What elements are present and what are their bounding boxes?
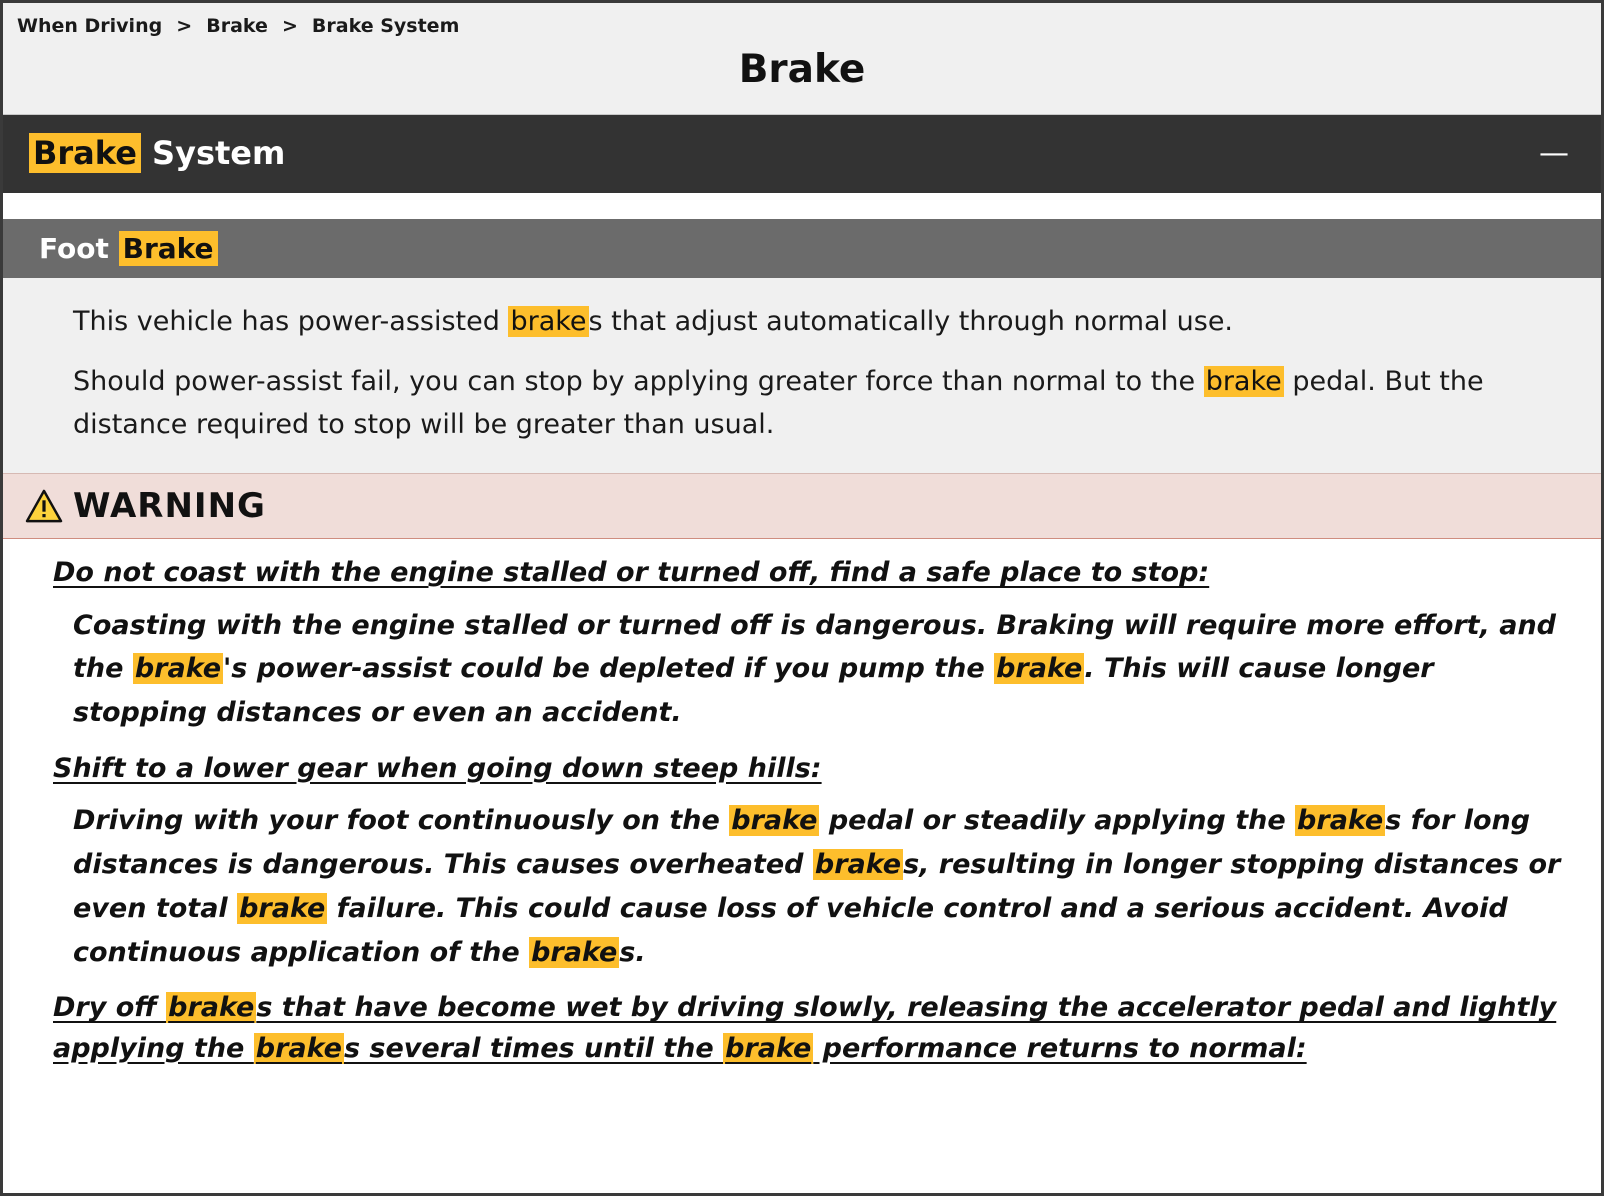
warning-heading-1: Do not coast with the engine stalled or turned off, find a safe place to stop:	[53, 557, 1210, 589]
wp2-part-2: pedal or steadily applying the	[819, 805, 1296, 837]
breadcrumb-item-1[interactable]: When Driving	[17, 15, 163, 37]
wp2-part-3: s for long distances is dangerous. This causes overheated	[73, 805, 1531, 881]
wp2-highlight-4: brake	[239, 892, 326, 924]
warning-heading-2: Shift to a lower gear when going down steep hills:	[53, 752, 822, 784]
wp1-part-1: Coasting with the engine stalled or turned off is dangerous. Braking will require more effort, and the	[73, 609, 1557, 685]
wp2-highlight-2: brake	[1297, 805, 1384, 837]
wh3-part-3: s several times until the	[343, 1032, 724, 1064]
wp2-part-6: s.	[619, 936, 646, 968]
warning-paragraph-2	[53, 799, 1573, 974]
wh3-part-1: Dry off	[53, 992, 167, 1024]
collapse-icon[interactable]: —	[1539, 136, 1569, 171]
warning-banner	[3, 473, 1601, 539]
breadcrumb	[3, 3, 1601, 39]
wp2-part-1: Driving with your foot continuously on the	[73, 805, 730, 837]
subsection-title-highlight: Brake	[119, 231, 218, 266]
wp1-part-3: . This will cause longer stopping distances or even an accident.	[73, 653, 1434, 729]
wp1-highlight-1: brake	[134, 653, 222, 685]
subsection-title-pre: Foot	[39, 232, 119, 265]
p2-part-1: Should power-assist fail, you can stop by applying greater force than normal to the	[73, 365, 1204, 397]
section-title-highlight: Brake	[29, 133, 141, 173]
wp1-highlight-2: brake	[996, 653, 1083, 685]
breadcrumb-separator: >	[176, 15, 193, 37]
p1-part-2: s that adjust automatically through normal use.	[588, 306, 1234, 337]
wp2-part-5: failure. This could cause loss of vehicle control and a serious accident. Avoid continuous application of the	[73, 892, 1508, 968]
wp2-highlight-3: brake	[814, 849, 902, 881]
p2-highlight-1: brake	[1205, 365, 1282, 397]
section-title-rest: System	[140, 134, 286, 173]
wp1-part-2: 's power-assist could be depleted if you pump the	[223, 653, 995, 685]
body-content	[3, 278, 1601, 473]
p1-highlight-1: brake	[510, 306, 587, 337]
wh3-part-2: s that have become wet by driving slowly, releasing the accelerator pedal and lightly applying the	[53, 992, 1557, 1064]
page-title: Brake	[738, 47, 866, 92]
breadcrumb-separator: >	[281, 15, 298, 37]
section-header-title	[29, 136, 285, 171]
subsection-header-foot-brake	[3, 219, 1601, 278]
breadcrumb-item-2[interactable]: Brake	[206, 15, 268, 37]
wp2-highlight-1: brake	[731, 805, 818, 837]
p2-part-2: pedal. But the distance required to stop will be greater than usual.	[73, 365, 1484, 441]
warning-paragraph-1	[53, 604, 1573, 735]
wp2-highlight-5: brake	[531, 936, 618, 968]
warning-heading-3	[53, 988, 1573, 1069]
body-paragraph-1	[73, 300, 1567, 344]
wp2-part-4: s, resulting in longer stopping distances or even total	[73, 849, 1561, 924]
section-spacer	[3, 193, 1601, 219]
body-paragraph-2	[73, 360, 1567, 447]
warning-label: WARNING	[73, 486, 266, 527]
p1-part-1: This vehicle has power-assisted	[73, 306, 509, 337]
warning-triangle-icon	[25, 489, 63, 523]
breadcrumb-item-3[interactable]: Brake System	[311, 15, 460, 37]
wh3-highlight-3: brake	[725, 1032, 812, 1064]
wh3-highlight-2: brake	[255, 1032, 342, 1064]
wh3-highlight-1: brake	[168, 992, 255, 1024]
warning-content	[3, 539, 1601, 1069]
section-header-brake-system[interactable]	[3, 115, 1601, 193]
wh3-part-4: performance returns to normal:	[813, 1032, 1307, 1064]
document-header	[3, 3, 1601, 115]
